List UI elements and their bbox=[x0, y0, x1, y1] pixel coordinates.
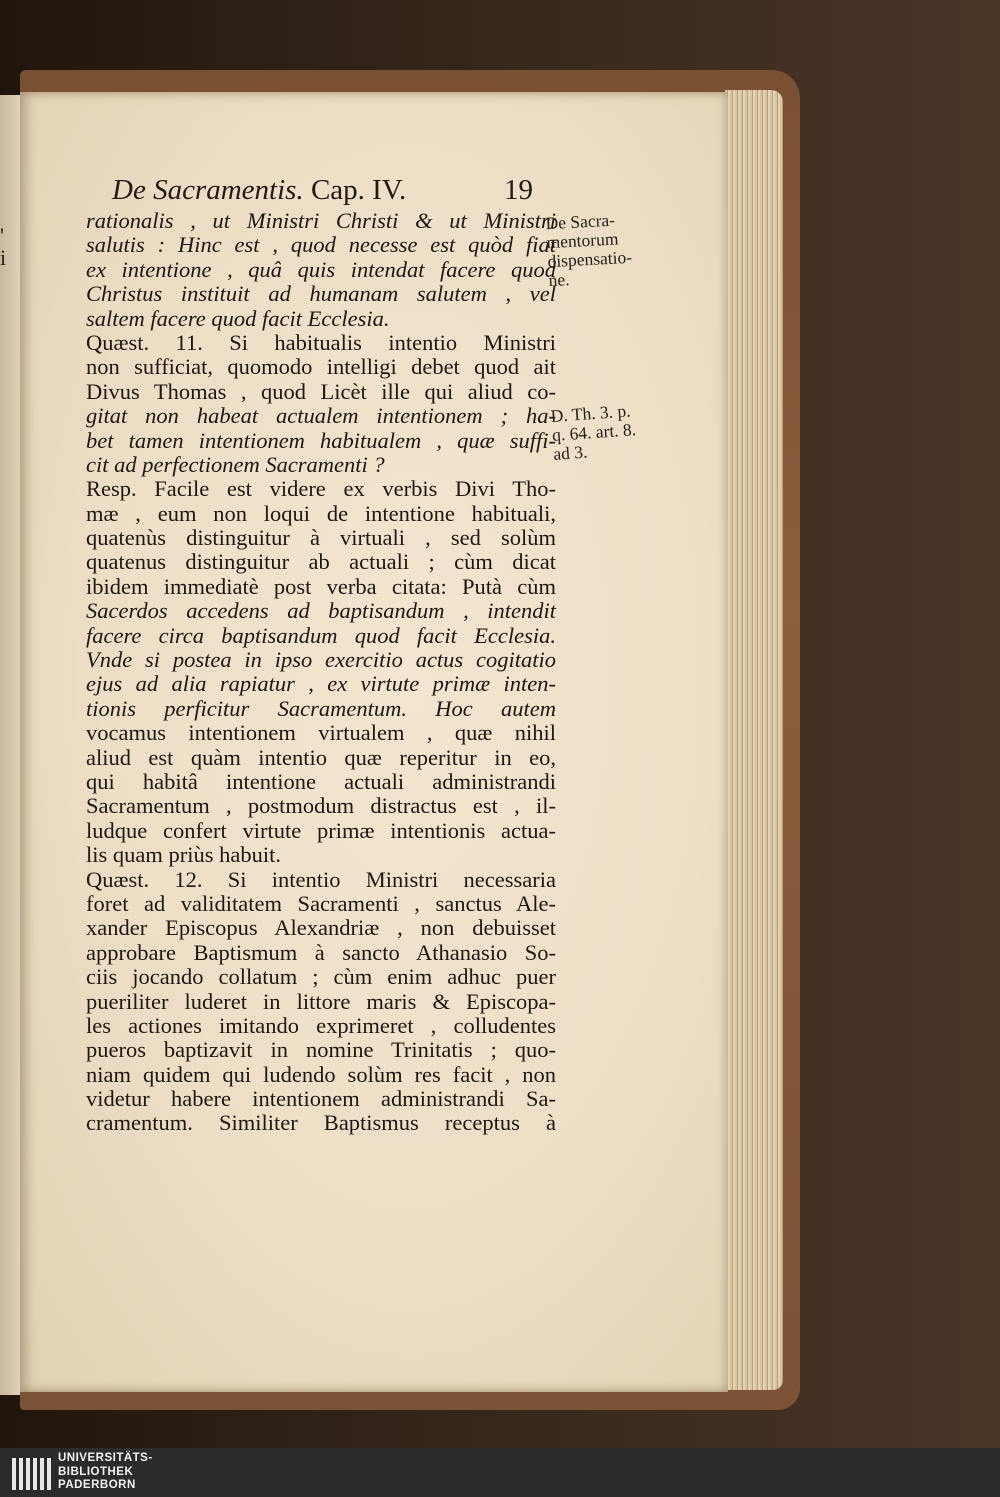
text-line: ejus ad alia rapiatur , ex virtute primæ inten- bbox=[86, 671, 556, 697]
text-line: Sacramentum , postmodum distractus est , il- bbox=[86, 793, 556, 819]
library-logo-line: PADERBORN bbox=[58, 1479, 136, 1491]
text-line: ex intentione , quâ quis intendat facere quod bbox=[86, 256, 556, 282]
previous-page-glyph: i bbox=[0, 245, 7, 270]
text-line: vocamus intentionem virtualem , quæ nihil bbox=[86, 720, 556, 746]
margin-note-line: q. 64. art. 8. bbox=[551, 419, 637, 445]
text-line: quatenùs distinguitur à virtuali , sed solùm bbox=[86, 525, 556, 551]
running-head-title: De Sacramentis. bbox=[112, 174, 304, 206]
library-footer bbox=[0, 1448, 1000, 1497]
page-edges bbox=[725, 90, 783, 1390]
text-line: niam quidem qui ludendo solùm res facit , non bbox=[86, 1061, 556, 1087]
text-line: Vnde si postea in ipso exercitio actus cogitatio bbox=[86, 647, 556, 673]
text-line: Resp. Facile est videre ex verbis Divi Tho- bbox=[86, 476, 556, 502]
text-line: ludque confert virtute primæ intentionis actua- bbox=[86, 817, 556, 843]
text-line: ciis jocando collatum ; cùm enim adhuc puer bbox=[86, 964, 556, 990]
text-line: pueros baptizavit in nomine Trinitatis ; quo- bbox=[86, 1037, 556, 1063]
text-line: bet tamen intentionem habitualem , quæ suffi- bbox=[86, 427, 556, 453]
margin-note-reference bbox=[550, 401, 638, 464]
text-line: facere circa baptisandum quod facit Ecclesia. bbox=[86, 622, 556, 648]
margin-note-line: ad 3. bbox=[552, 441, 589, 464]
text-line: lis quam priùs habuit. bbox=[86, 842, 281, 868]
text-line: cramentum. Similiter Baptismus receptus à bbox=[86, 1110, 556, 1136]
library-logo-line: BIBLIOTHEK bbox=[58, 1465, 134, 1478]
text-line: saltem facere quod facit Ecclesia. bbox=[86, 305, 390, 331]
text-line: videtur habere intentionem administrandi Sa- bbox=[86, 1086, 556, 1112]
text-line: Quæst. 12. Si intentio Ministri necessaria bbox=[86, 866, 556, 892]
library-logo-icon bbox=[12, 1456, 52, 1492]
text-line: salutis : Hinc est , quod necesse est quòd fiat bbox=[86, 232, 556, 258]
text-line: Divus Thomas , quod Licèt ille qui aliud co- bbox=[86, 378, 556, 404]
text-line: mæ , eum non loqui de intentione habituali, bbox=[86, 500, 556, 526]
margin-note-line: ne. bbox=[548, 269, 570, 291]
margin-note-dispensation bbox=[545, 210, 633, 290]
previous-page-glyph: ' bbox=[0, 223, 4, 248]
text-line: approbare Baptismum à sancto Athanasio So- bbox=[86, 939, 556, 965]
text-line: non sufficiat, quomodo intelligi debet quod ait bbox=[86, 354, 556, 380]
running-head-chapter: Cap. IV. bbox=[310, 174, 407, 206]
text-line: ibidem immediatè post verba citata: Putà cùm bbox=[86, 573, 556, 599]
text-line: qui habitâ intentione actuali administrandi bbox=[86, 768, 556, 794]
margin-note-line: De Sacra- bbox=[545, 209, 616, 234]
text-line: pueriliter luderet in littore maris & Episcopa- bbox=[86, 988, 556, 1014]
text-line: rationalis , ut Ministri Christi & ut Ministri bbox=[86, 208, 556, 233]
text-line: quatenus distinguitur ab actuali ; cùm dicat bbox=[86, 549, 556, 575]
text-line: foret ad validitatem Sacramenti , sanctus Ale- bbox=[86, 890, 556, 916]
text-line: gitat non habeat actualem intentionem ; ha- bbox=[86, 403, 556, 429]
library-logo-line: UNIVERSITÄTS- bbox=[58, 1452, 153, 1464]
page-number: 19 bbox=[504, 174, 533, 206]
text-line: aliud est quàm intentio quæ reperitur in eo, bbox=[86, 744, 556, 770]
text-line: Christus instituit ad humanam salutem , vel bbox=[86, 281, 556, 307]
margin-note-line: mentorum bbox=[546, 228, 619, 253]
running-head bbox=[112, 174, 552, 207]
margin-note-line: D. Th. 3. p. bbox=[550, 400, 632, 426]
text-line: xander Episcopus Alexandriæ , non debuisset bbox=[86, 915, 556, 941]
body-text bbox=[86, 209, 556, 1136]
text-line: cit ad perfectionem Sacramenti ? bbox=[86, 451, 385, 477]
text-line: Quæst. 11. Si habitualis intentio Ministri bbox=[86, 329, 556, 355]
text-line: les actiones imitando exprimeret , colludentes bbox=[86, 1012, 556, 1038]
text-line: Sacerdos accedens ad baptisandum , intendit bbox=[86, 598, 556, 624]
text-line: tionis perficitur Sacramentum. Hoc autem bbox=[86, 695, 556, 721]
library-logo-text bbox=[58, 1452, 153, 1493]
margin-note-line: dispensatio- bbox=[547, 246, 633, 272]
